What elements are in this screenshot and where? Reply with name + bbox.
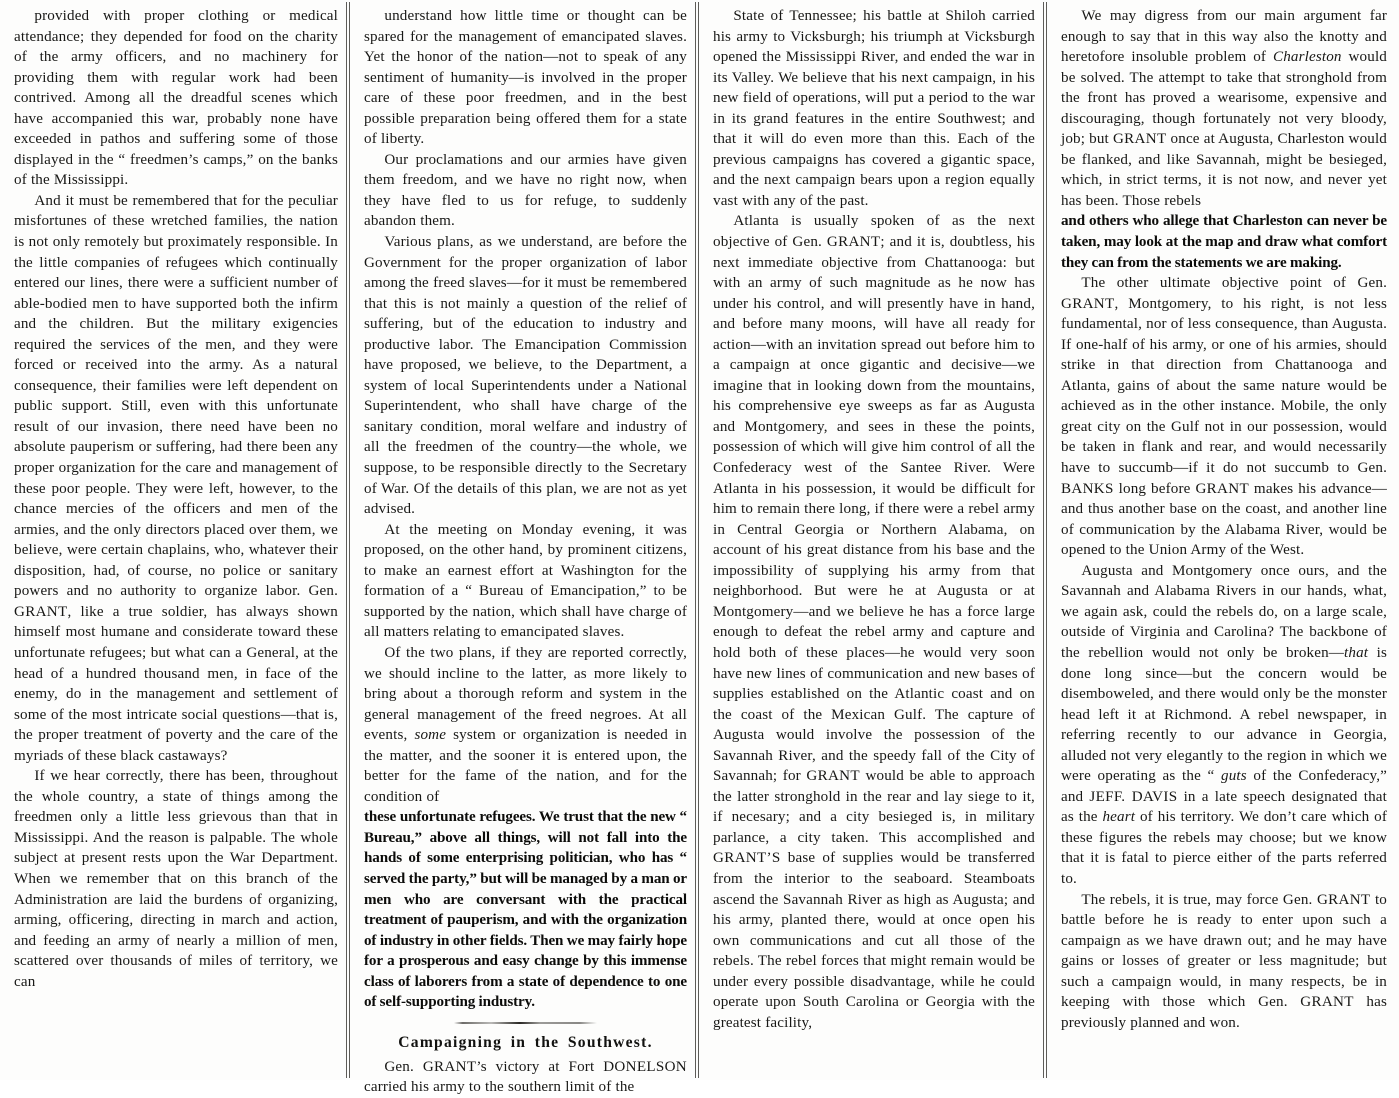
small-caps-name: GRANT bbox=[14, 603, 68, 620]
paragraph-text-cont: once at Augusta, Charleston would be flanked, and like Savannah, might be besieged, which, in strict terms, it is not now, and never yet has been. Those rebels bbox=[1061, 131, 1388, 209]
paragraph bbox=[364, 1057, 687, 1098]
paragraph: provided with proper clothing or medical attendance; they depended for food on the charity of the army officers, and no machinery for providing them with regular work had been contrived. Among all the dreadful scenes which have accompanied this war, probably none have exceeded in pathos and suffering some of those displayed in the “ freedmen’s camps,” on the banks of the Mississippi. bbox=[14, 8, 338, 189]
small-caps-name: GRANT bbox=[422, 1058, 477, 1075]
paragraph-text-cont: of his territory. We don’t care which of these figures the rebels may choose; but we know that it is fatal to pierce either of the parts referred to. bbox=[1061, 809, 1388, 887]
paragraph-text-cont: carried his army to the southern limit of the bbox=[364, 1079, 635, 1096]
paragraph-text-mid: is done long since—but the concern would be disemboweled, and there would only be the monster head left it at Richmond. A rebel newspaper, in referring recently to our advance in Georgia, alluded not very elegantly to the region in which we were operating as the “ bbox=[1061, 644, 1387, 785]
paragraph-text: And it must be remembered that for the peculiar misfortunes of these wretched families, the nation is not only remotely but proximately responsible. In the little companies of refugees which continually entered our lines, there were a sufficient number of able-bodied men to have supported both the infirm and the children. But the military exigencies required the services of the men, and they were forced or received into the army. As a natural consequence, their families were left dependent on public support. Still, even with this unfortunate result of our invasion, there need have been no absolute pauperism or suffering, had there been any proper organization for the care and management of these poor people. They were left, however, to the chance mercies of the officers and men of the armies, and the only directors placed over them, we believe, were certain chaplains, who, whatever their disposition, had, of course, no police or sanitary powers and no authority to organize labor. Gen. bbox=[14, 192, 338, 600]
paragraph-text: Augusta and Montgomery once ours, and the Savannah and Alabama Rivers in our hands, what, we again ask, could the rebels do, on a large scale, outside of Virginia and Carolina? The backbone of the rebellion would not only be broken— bbox=[1061, 562, 1387, 661]
paragraph-text: We may digress from our main argument far enough to say that in this way also the knotty and heretofore insoluble problem of bbox=[1061, 8, 1387, 66]
paragraph-text-mid: would be solved. The attempt to take that stronghold from the front has proved a wearisome, expensive and discouraging, though fortunately not very bloody, job; but bbox=[1061, 49, 1387, 148]
small-caps-name: GRANT bbox=[826, 234, 881, 251]
paragraph bbox=[14, 191, 338, 766]
italic-place-name: Charleston bbox=[1273, 49, 1342, 66]
paragraph-text: The other ultimate objective point of Gen. bbox=[1081, 275, 1387, 292]
paragraph-text-cont: makes his advance—and thus another base on the coast, and another line of communication by the Alabama River, would be opened to the Union Army of the West. bbox=[1061, 480, 1387, 559]
paragraph-text-mid: ’s victory at Fort bbox=[476, 1058, 604, 1075]
italic-emphasis: that bbox=[1344, 644, 1369, 661]
paragraph-text-mid2: long before bbox=[1113, 480, 1196, 497]
paragraph-emphasized: these unfortunate refugees. We trust that the new “ Bureau,” above all things, will not fall into the hands of some enterprising politician, who has “ served the party,” but will be managed by a man or men who are conversant with the practical treatment of pauperism, and with the organization of industry in other fields. Then we may fairly hope for a prosperous and easy change by this immense class of laborers from a state of dependence to one of self-supporting industry. bbox=[364, 809, 687, 1011]
paragraph: State of Tennessee; his battle at Shiloh carried his army to Vicksburgh; his triumph at Vicksburgh opened the Mississippi River, and ended the war in its Valley. We believe that his next campaign, in his new field of operations, will put a period to the war in its grand features in the entire Southwest; and that it will do even more than this. Each of the previous campaigns has covered a gigantic space, and the next campaign bears upon a region equally vast with any of the past. bbox=[713, 8, 1035, 209]
small-caps-name: JEFF. DAVIS bbox=[1089, 788, 1178, 805]
italic-emphasis: some bbox=[414, 727, 447, 744]
paragraph-text-mid: to battle before he is ready to enter upon such a campaign as we have drawn out; and he may have gains or losses of greater or less magnitude; but such a campaign would, in many respects, be in keeping with those which Gen. bbox=[1061, 891, 1387, 1011]
small-caps-name-possessive: GRANT’S bbox=[713, 850, 781, 867]
paragraph-text-cont: ; and it is, doubtless, his next immediate objective from Chattanooga: but with an army of such magnitude as he now has under his control, and will presently have in hand, and before many moons, will have all ready for action—with an invitation spread out before him to a campaign at once gigantic and decisive—we imagine that in looking down from the mountains, his comprehensive eye sweeps as far as Augusta and Montgomery, and sees in these the points, possession of which will give him control of all the Confederacy west of the Santee River. Were Atlanta in his possession, it would be difficult for him to remain there long, if there were a rebel army in Central Georgia or Northern Alabama, on account of his great distance from his base and the impossibility of supplying his army from that neighborhood. But were he at Augusta or at Montgomery—and we believe he has a force large enough to defeat the rebel army and capture and hold both of these places—he would very soon have new lines of communication and new bases of supplies established on the Atlantic coast and on the coast of the Mexican Gulf. The capture of Augusta would involve the possession of the Savannah River, and the speedy fall of the City of Savannah; for bbox=[713, 234, 1036, 785]
section-headline: Campaigning in the Southwest. bbox=[398, 1033, 653, 1051]
paragraph: Various plans, as we understand, are before the Government for the proper organization of labor among the freed slaves—for it must be remembered that this is not mainly a question of the relief of suffering, but of the education to industry and productive labor. The Emancipation Commission have proposed, we believe, to the Department, a system of local Superintendents under a National Superintendent, who shall have charge of the sanitary condition, moral welfare and industry of all the freedmen of the country—the whole, we suppose, to be responsible directly to the Secretary of War. Of the details of this plan, we are not as yet advised. bbox=[364, 234, 687, 518]
paragraph bbox=[1061, 6, 1387, 211]
text-column-3 bbox=[699, 6, 1047, 1080]
paragraph-text-cont: system or organization is needed in the matter, and the sooner it is entered upon, the better for the fame of the nation, and for the condition of bbox=[364, 727, 688, 805]
italic-quoted-word: heart bbox=[1102, 809, 1136, 826]
small-caps-name: GRANT bbox=[1316, 891, 1371, 908]
small-caps-name: GRANT bbox=[1195, 480, 1249, 497]
small-caps-name: GRANT bbox=[806, 768, 860, 785]
paragraph bbox=[1061, 561, 1387, 890]
paragraph bbox=[1061, 890, 1387, 1034]
small-caps-name: GRANT bbox=[1300, 994, 1354, 1011]
text-column-4 bbox=[1047, 6, 1399, 1080]
text-column-2 bbox=[350, 6, 699, 1096]
paragraph-text-cont: base of supplies would be transferred from the interior to the seaboard. Steamboats ascend the Savannah River as high as Augusta; and his army, planted there, would at once open his own communications and cut all those of the rebels. The rebel forces that might remain would be under every possible disadvantage, while he could operate upon South Carolina or Georgia with the greatest facility, bbox=[713, 850, 1035, 1031]
paragraph bbox=[1061, 273, 1387, 561]
paragraph-text-cont: , like a true soldier, has always shown himself most humane and considerate toward these unfortunate refugees; but what can a General, at the head of a hundred thousand men, in face of the enemy, do in the management and settlement of some of the most intricate social questions—that is, the proper treatment of poverty and the care of the myriads of these black castaways? bbox=[14, 603, 338, 764]
paragraph bbox=[713, 211, 1035, 1033]
small-caps-name: BANKS bbox=[1061, 480, 1114, 497]
paragraph-text-cont: has previously planned and won. bbox=[1061, 994, 1387, 1031]
paragraph-text: Gen. bbox=[384, 1058, 423, 1075]
section-divider-rule bbox=[454, 1022, 596, 1024]
paragraph-text-mid: , Montgomery, to his right, is not less fundamental, nor of less consequence, than Augusta. If one-half of his army, or one of his armies, should strike in that direction from Chattanooga and Atlanta, gains of about the same nature would be achieved as in the other instance. Mobile, the only great city on the Gulf not in our possession, would be taken in flank and rear, and would necessarily have to succumb—if it do not succumb to Gen. bbox=[1061, 295, 1387, 477]
paragraph-text-mid3: in a late speech designated that as the bbox=[1061, 788, 1387, 826]
paragraph-text: Atlanta is usually spoken of as the next objective of Gen. bbox=[713, 213, 1035, 251]
paragraph: Our proclamations and our armies have given them freedom, and we have no right now, when they have fled to us for refuge, to suddenly abandon them. bbox=[364, 151, 687, 230]
small-caps-name: GRANT bbox=[1112, 131, 1167, 148]
italic-quoted-word: guts bbox=[1221, 768, 1247, 785]
paragraph: understand how little time or thought can be spared for the management of emancipated slaves. Yet the honor of the nation—not to speak of any sentiment of humanity—is involved in the proper care of these poor freedmen, and in the best possible preparation being offered them for a state of liberty. bbox=[364, 8, 687, 148]
paragraph-emphasized: and others who allege that Charleston can never be taken, may look at the map and draw what comfort they can from the statements we are making. bbox=[1061, 213, 1387, 271]
paragraph-text-mid2: of the Confederacy,” and bbox=[1061, 768, 1387, 805]
paragraph: If we hear correctly, there has been, throughout the whole country, a state of things among the freedmen only a little less grievous than that in Mississippi. And the reason is palpable. The whole subject at present rests upon the War Department. When we remember that on this branch of the Administration are laid the burdens of organizing, arming, officering, directing in march and action, and feeding an army of nearly a million of men, scattered over thousands of miles of territory, we can bbox=[14, 768, 338, 990]
text-column-1 bbox=[0, 6, 350, 1080]
paragraph: At the meeting on Monday evening, it was proposed, on the other hand, by prominent citizens, to make an earnest effort at Washington for the formation of a “ Bureau of Emancipation,” to be supported by the nation, which shall have charge of all matters relating to emancipated slaves. bbox=[364, 521, 687, 641]
paragraph-text-cont: would be able to approach the latter stronghold in the rear and lay siege to it, if necesary; and a city besieged is, in military parlance, a city taken. This accomplished and bbox=[713, 768, 1035, 846]
small-caps-place: DONELSON bbox=[603, 1058, 687, 1075]
paragraph-text: The rebels, it is true, may force Gen. bbox=[1081, 891, 1317, 908]
paragraph-text: Of the two plans, if they are reported correctly, we should incline to the latter, as more likely to bring about a thorough reform and system in the general management of the freed negroes. At all events, bbox=[364, 644, 687, 744]
small-caps-name: GRANT bbox=[1061, 295, 1115, 312]
paragraph bbox=[364, 643, 687, 807]
